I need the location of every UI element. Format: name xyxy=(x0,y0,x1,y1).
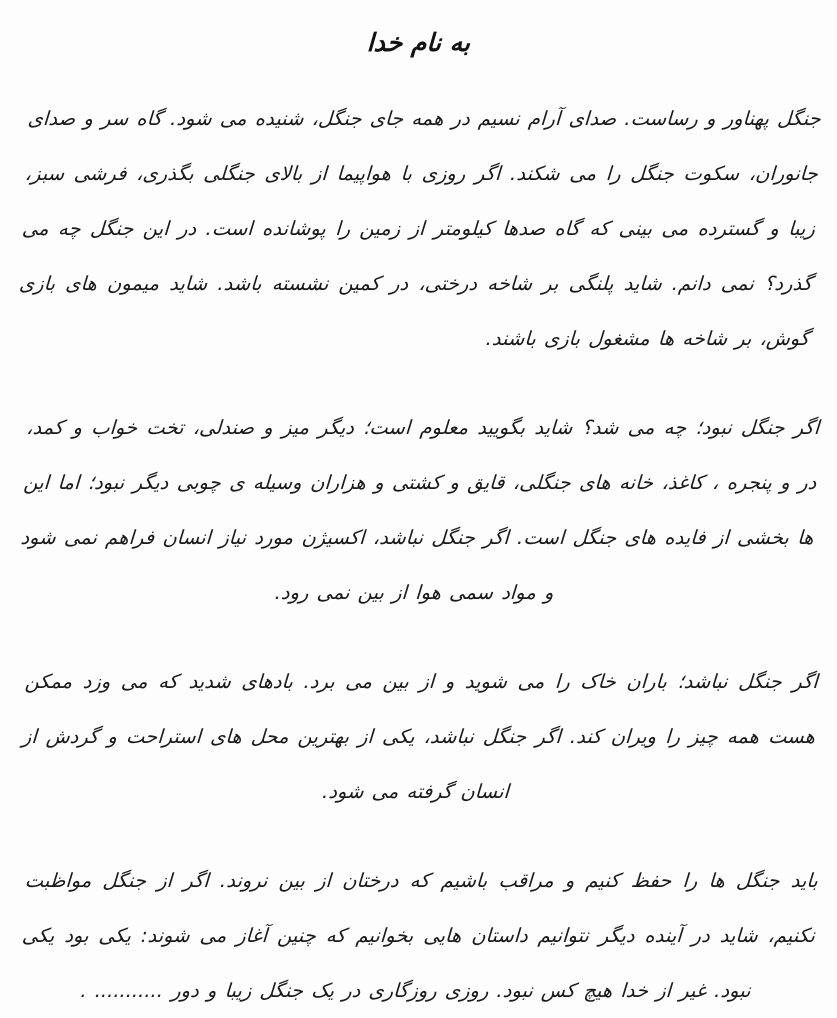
paragraph-1: جنگل پهناور و رساست. صدای آرام نسیم در همه جای جنگل، شنیده می شود. گاه سر و صدای جانوران، سکوت جنگل را می شکند. اگر روزی با هواپیما از بالای جنگلی بگذری، فرشی سبز، زیبا و گسترده می بینی که گاه صدها کیلومتر از زمین را پوشانده است. در این جنگل چه می گذرد؟ نمی دانم. شاید پلنگی بر شاخه درختی، در کمین نشسته باشد. شاید میمون های بازی گوش، بر شاخه ها مشغول بازی باشند. xyxy=(18,107,822,350)
page-content-area xyxy=(18,0,822,1018)
page-title: به نام خدا xyxy=(366,28,471,57)
paragraph-2: اگر جنگل نبود؛ چه می شد؟ شاید بگویید معلوم است؛ دیگر میز و صندلی، تخت خواب و کمد، در و پنجره ، کاغذ، خانه های جنگلی، قایق و کشتی و هزاران وسیله ی چوبی دیگر نبود؛ اما این ها بخشی از فایده های جنگل است. اگر جنگل نباشد، اکسیژن مورد نیاز انسان فراهم نمی شود و مواد سمی هوا از بین نمی رود. xyxy=(19,416,820,604)
paragraph-4: باید جنگل ها را حفظ کنیم و مراقب باشیم که درختان از بین نروند. اگر از جنگل مواظبت نکنیم، شاید در آینده دیگر نتوانیم داستان هایی بخوانیم که چنین آغاز می شوند: یکی بود یکی نبود. غیر از خدا هیچ کس نبود. روزی روزگاری در یک جنگل زیبا و دور ........... . xyxy=(21,869,819,1002)
paragraph-3: اگر جنگل نباشد؛ باران خاک را می شوید و از بین می برد. بادهای شدید که می وزد ممکن هست همه چیز را ویران کند. اگر جنگل نباشد، یکی از بهترین محل های استراحت و گردش از انسان گرفته می شود. xyxy=(21,670,819,803)
document-body xyxy=(18,91,822,1018)
